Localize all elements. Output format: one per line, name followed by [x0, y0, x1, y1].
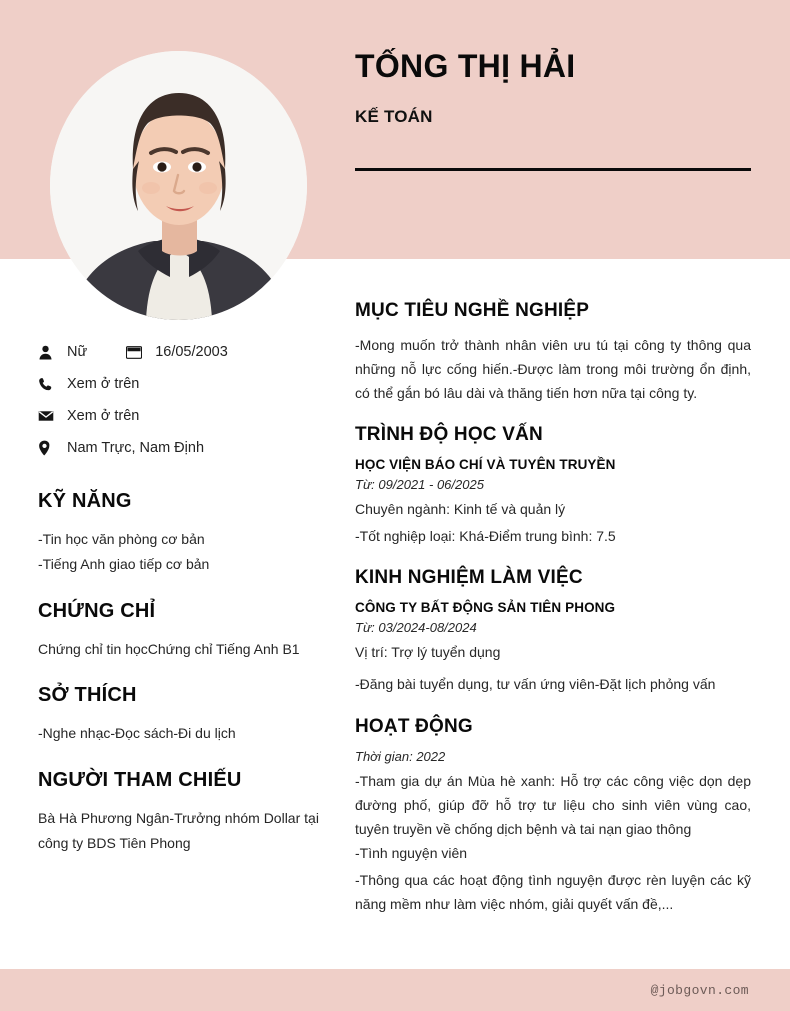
full-name: TỐNG THỊ HẢI [355, 48, 576, 84]
section-activities [355, 716, 751, 916]
section-experience [355, 567, 751, 696]
education-result: -Tốt nghiệp loại: Khá-Điểm trung bình: 7.5 [355, 528, 616, 545]
left-column [38, 336, 338, 879]
section-certificates [38, 600, 338, 662]
education-school: HỌC VIỆN BÁO CHÍ VÀ TUYÊN TRUYỀN [355, 457, 616, 473]
section-education [355, 424, 751, 548]
activity-item: -Thông qua các hoạt động tình nguyện được rèn luyện các kỹ năng mềm như làm việc nhóm, giải quyết vấn đề,... [355, 871, 751, 912]
phone-icon [38, 377, 58, 392]
section-hobbies [38, 684, 338, 746]
person-icon [38, 345, 58, 360]
section-heading-experience: KINH NGHIỆM LÀM VIỆC [355, 567, 583, 589]
skill-line: -Tiếng Anh giao tiếp cơ bản [38, 556, 210, 573]
contact-address [38, 440, 204, 456]
header-divider [355, 168, 751, 171]
contact-birthdate [126, 344, 228, 360]
portrait-illustration [50, 51, 307, 320]
experience-position: Vị trí: Trợ lý tuyển dụng [355, 644, 501, 661]
job-title: KẾ TOÁN [355, 106, 433, 126]
section-skills [38, 490, 338, 578]
location-pin-icon [38, 440, 58, 456]
section-heading-certificates: CHỨNG CHỈ [38, 599, 156, 622]
reference-line: Bà Hà Phương Ngân-Trưởng nhóm Dollar tại công ty BDS Tiên Phong [38, 809, 319, 852]
section-heading-hobbies: SỞ THÍCH [38, 684, 137, 707]
experience-duties: -Đăng bài tuyển dụng, tư vấn ứng viên-Đặt lịch phỏng vấn [355, 676, 716, 693]
contact-list [38, 336, 338, 464]
activities-period: Thời gian: 2022 [355, 748, 446, 764]
section-heading-education: TRÌNH ĐỘ HỌC VẤN [355, 424, 543, 446]
envelope-icon [38, 410, 58, 422]
section-heading-skills: KỸ NĂNG [38, 490, 132, 512]
header-text-block [355, 48, 755, 127]
phone-value: Xem ở trên [67, 376, 140, 392]
right-column [355, 300, 751, 935]
activity-item: -Tham gia dự án Mùa hè xanh: Hỗ trợ các công việc dọn dẹp đường phố, giúp đỡ hỗ trợ tư liệu cho sinh viên vùng cao, tuyên truyền về chống dịch bệnh và tai nạn giao thông [355, 772, 751, 837]
contact-phone [38, 376, 139, 392]
birthdate-value: 16/05/2003 [155, 344, 228, 360]
contact-row [38, 432, 338, 464]
section-heading-activities: HOẠT ĐỘNG [355, 715, 473, 737]
hobby-line: -Nghe nhạc-Đọc sách-Đi du lịch [38, 725, 236, 742]
contact-email [38, 408, 139, 424]
email-value: Xem ở trên [67, 408, 140, 424]
experience-company: CÔNG TY BẤT ĐỘNG SẢN TIÊN PHONG [355, 600, 616, 616]
activity-item: -Tình nguyện viên [355, 844, 468, 861]
contact-row [38, 336, 338, 368]
contact-row [38, 368, 338, 400]
profile-photo [50, 51, 307, 320]
skill-line: -Tin học văn phòng cơ bản [38, 531, 205, 547]
contact-row [38, 400, 338, 432]
education-period: Từ: 09/2021 - 06/2025 [355, 477, 484, 493]
section-heading-objective: MỤC TIÊU NGHỀ NGHIỆP [355, 300, 590, 321]
education-major: Chuyên ngành: Kinh tế và quản lý [355, 501, 566, 518]
watermark: @jobgovn.com [650, 983, 749, 998]
section-heading-references: NGƯỜI THAM CHIẾU [38, 768, 242, 791]
contact-gender [38, 344, 87, 360]
address-value: Nam Trực, Nam Định [67, 440, 205, 456]
calendar-icon [126, 346, 146, 359]
section-references [38, 769, 338, 857]
section-objective [355, 300, 751, 405]
gender-value: Nữ [67, 344, 88, 360]
certificate-line: Chứng chỉ tin họcChứng chỉ Tiếng Anh B1 [38, 640, 300, 657]
experience-period: Từ: 03/2024-08/2024 [355, 620, 477, 636]
objective-body: -Mong muốn trở thành nhân viên ưu tú tại công ty thông qua những nỗ lực cống hiến.-Được làm trong môi trường ổn định, có thể gắn bó lâu dài và thăng tiến hơn nữa tại công ty. [355, 337, 751, 402]
